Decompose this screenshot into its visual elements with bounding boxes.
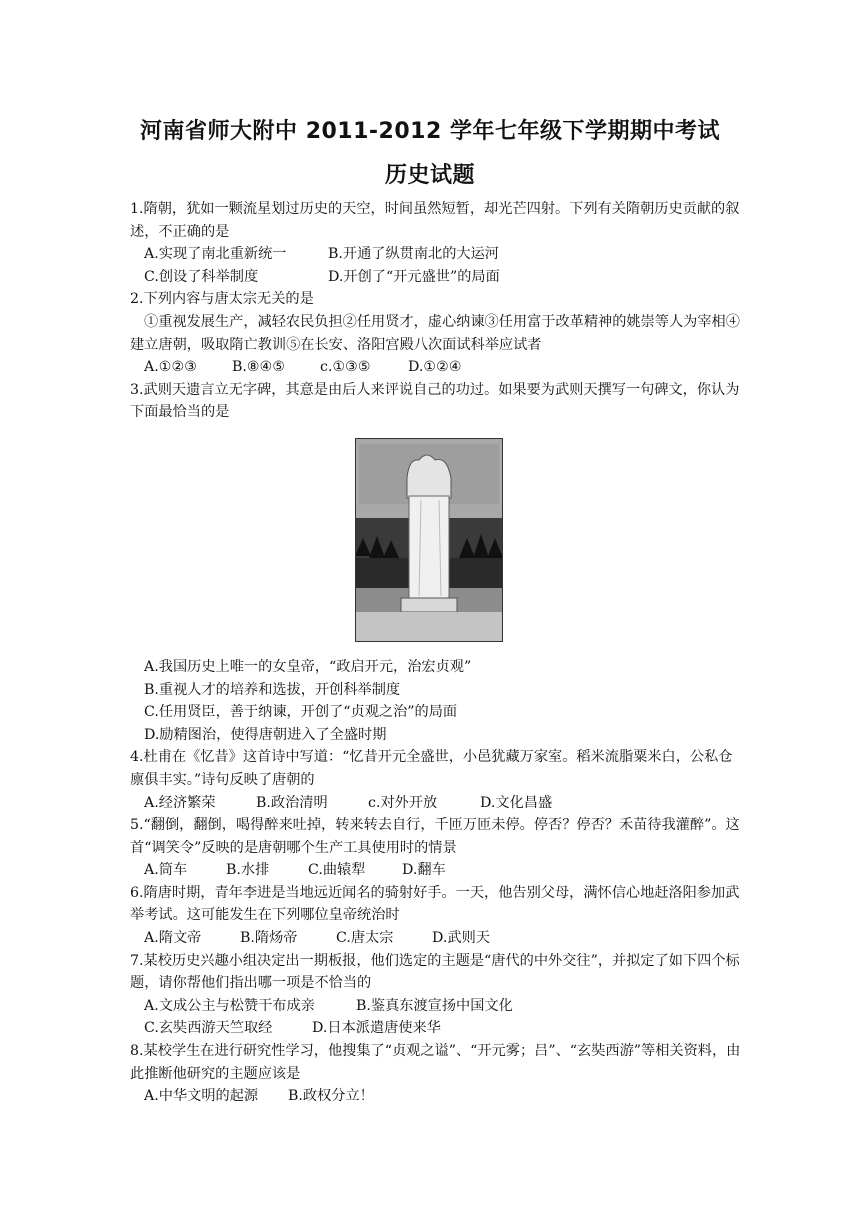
stele-image bbox=[355, 438, 503, 642]
question-5-stem: 5.“翻倒，翻倒，喝得醉来吐掉，转来转去自行，千匝万匝未停。停否？停否？禾苗待我灌醉”。这首“调笑令”反映的是唐朝哪个生产工具使用时的情景 bbox=[130, 817, 740, 856]
question-5-options bbox=[130, 859, 742, 882]
question-3-option-c: C.任用贤臣，善于纳谏，开创了“贞观之治”的局面 bbox=[144, 704, 458, 721]
question-7-option-b: B.鉴真东渡宣扬中国文化 bbox=[356, 997, 513, 1014]
question-6-options bbox=[130, 927, 742, 950]
question-1-option-c: C.创设了科举制度 bbox=[144, 268, 259, 285]
question-1-option-d: D.开创了“开元盛世”的局面 bbox=[328, 268, 500, 285]
exam-title: 河南省师大附中 2011-2012 学年七年级下学期期中考试 bbox=[140, 119, 720, 144]
question-2-stem: 2.下列内容与唐太宗无关的是 bbox=[130, 291, 314, 308]
question-8-stem: 8.某校学生在进行研究性学习，他搜集了“贞观之谥”、“开元雾；吕”、“玄奘西游”等相关资料，由此推断他研究的主题应该是 bbox=[130, 1043, 741, 1082]
question-7-option-a: A.文成公主与松赞干布成亲 bbox=[144, 997, 315, 1014]
question-1-option-b: B.开通了纵贯南北的大运河 bbox=[328, 246, 499, 263]
question-4-option-c: c.对外开放 bbox=[368, 794, 438, 811]
question-2-options bbox=[130, 356, 742, 379]
exam-subtitle: 历史试题 bbox=[384, 163, 475, 188]
question-list bbox=[130, 198, 742, 1108]
question-2-items: ①重视发展生产，减轻农民负担②任用贤才，虚心纳谏③任用富于改革精神的姚崇等人为宰相④建立唐朝，吸取隋亡教训⑤在长安、洛阳宫殿八次面试科举应试者 bbox=[130, 313, 740, 353]
question-5-option-a: A.筒车 bbox=[144, 862, 188, 879]
question-2-option-a: A.①②③ bbox=[144, 359, 197, 376]
question-6-option-b: B.隋炀帝 bbox=[240, 930, 298, 947]
question-7-option-c: C.玄奘西游天竺取经 bbox=[144, 1020, 273, 1037]
question-2-option-b: B.⑧④⑤ bbox=[232, 359, 286, 376]
question-4-options bbox=[130, 792, 742, 815]
question-6-option-d: D.武则天 bbox=[432, 930, 490, 947]
question-5-option-b: B.水排 bbox=[226, 862, 270, 879]
question-1-stem: 1.隋朝，犹如一颗流星划过历史的天空，时间虽然短暂，却光芒四射。下列有关隋朝历史贡献的叙述，不正确的是 bbox=[130, 201, 740, 240]
question-7-option-d: D.日本派遣唐使来华 bbox=[312, 1020, 441, 1037]
question-2-option-c: c.①③⑤ bbox=[320, 359, 371, 376]
question-4-option-d: D.文化昌盛 bbox=[480, 794, 553, 811]
question-3-stem: 3.武则天遗言立无字碑，其意是由后人来评说自己的功过。如果要为武则天撰写一句碑文，你认为下面最恰当的是 bbox=[130, 381, 740, 421]
question-1-options bbox=[130, 243, 742, 266]
question-3-option-b: B.重视人才的培养和选拔，开创科举制度 bbox=[144, 681, 401, 698]
wordless-stele-photo bbox=[130, 424, 742, 656]
question-2-option-d: D.①②④ bbox=[408, 359, 462, 376]
question-4-option-b: B.政治清明 bbox=[256, 794, 328, 811]
question-6-stem: 6.隋唐时期，青年李进是当地远近闻名的骑射好手。一天，他告别父母，满怀信心地赶洛阳参加武举考试。这可能发生在下列哪位皇帝统治时 bbox=[130, 884, 740, 924]
question-3-option-a: A.我国历史上唯一的女皇帝，“政启开元，治宏贞观” bbox=[144, 658, 472, 675]
question-3-option-d: D.励精图治，使得唐朝进入了全盛时期 bbox=[144, 726, 387, 743]
question-1-option-a: A.实现了南北重新统一 bbox=[144, 246, 287, 263]
question-5-option-c: C.曲辕犁 bbox=[308, 862, 366, 879]
question-5-option-d: D.翻车 bbox=[402, 862, 446, 879]
question-6-option-a: A.隋文帝 bbox=[144, 930, 202, 947]
question-6-option-c: C.唐太宗 bbox=[336, 930, 394, 947]
question-8-option-b: B.政权分立！ bbox=[288, 1088, 374, 1105]
question-8-option-a: A.中华文明的起源 bbox=[144, 1088, 259, 1105]
question-4-stem: 4.杜甫在《忆昔》这首诗中写道：“忆昔开元全盛世，小邑犹藏万家室。稻米流脂粟米白，公私仓廪俱丰实。”诗句反映了唐朝的 bbox=[130, 749, 733, 788]
question-7-stem: 7.某校历史兴趣小组决定出一期板报，他们选定的主题是“唐代的中外交往”，并拟定了如下四个标题，请你帮他们指出哪一项是不恰当的 bbox=[130, 952, 740, 992]
question-4-option-a: A.经济繁荣 bbox=[144, 794, 216, 811]
question-8-options bbox=[130, 1085, 742, 1108]
